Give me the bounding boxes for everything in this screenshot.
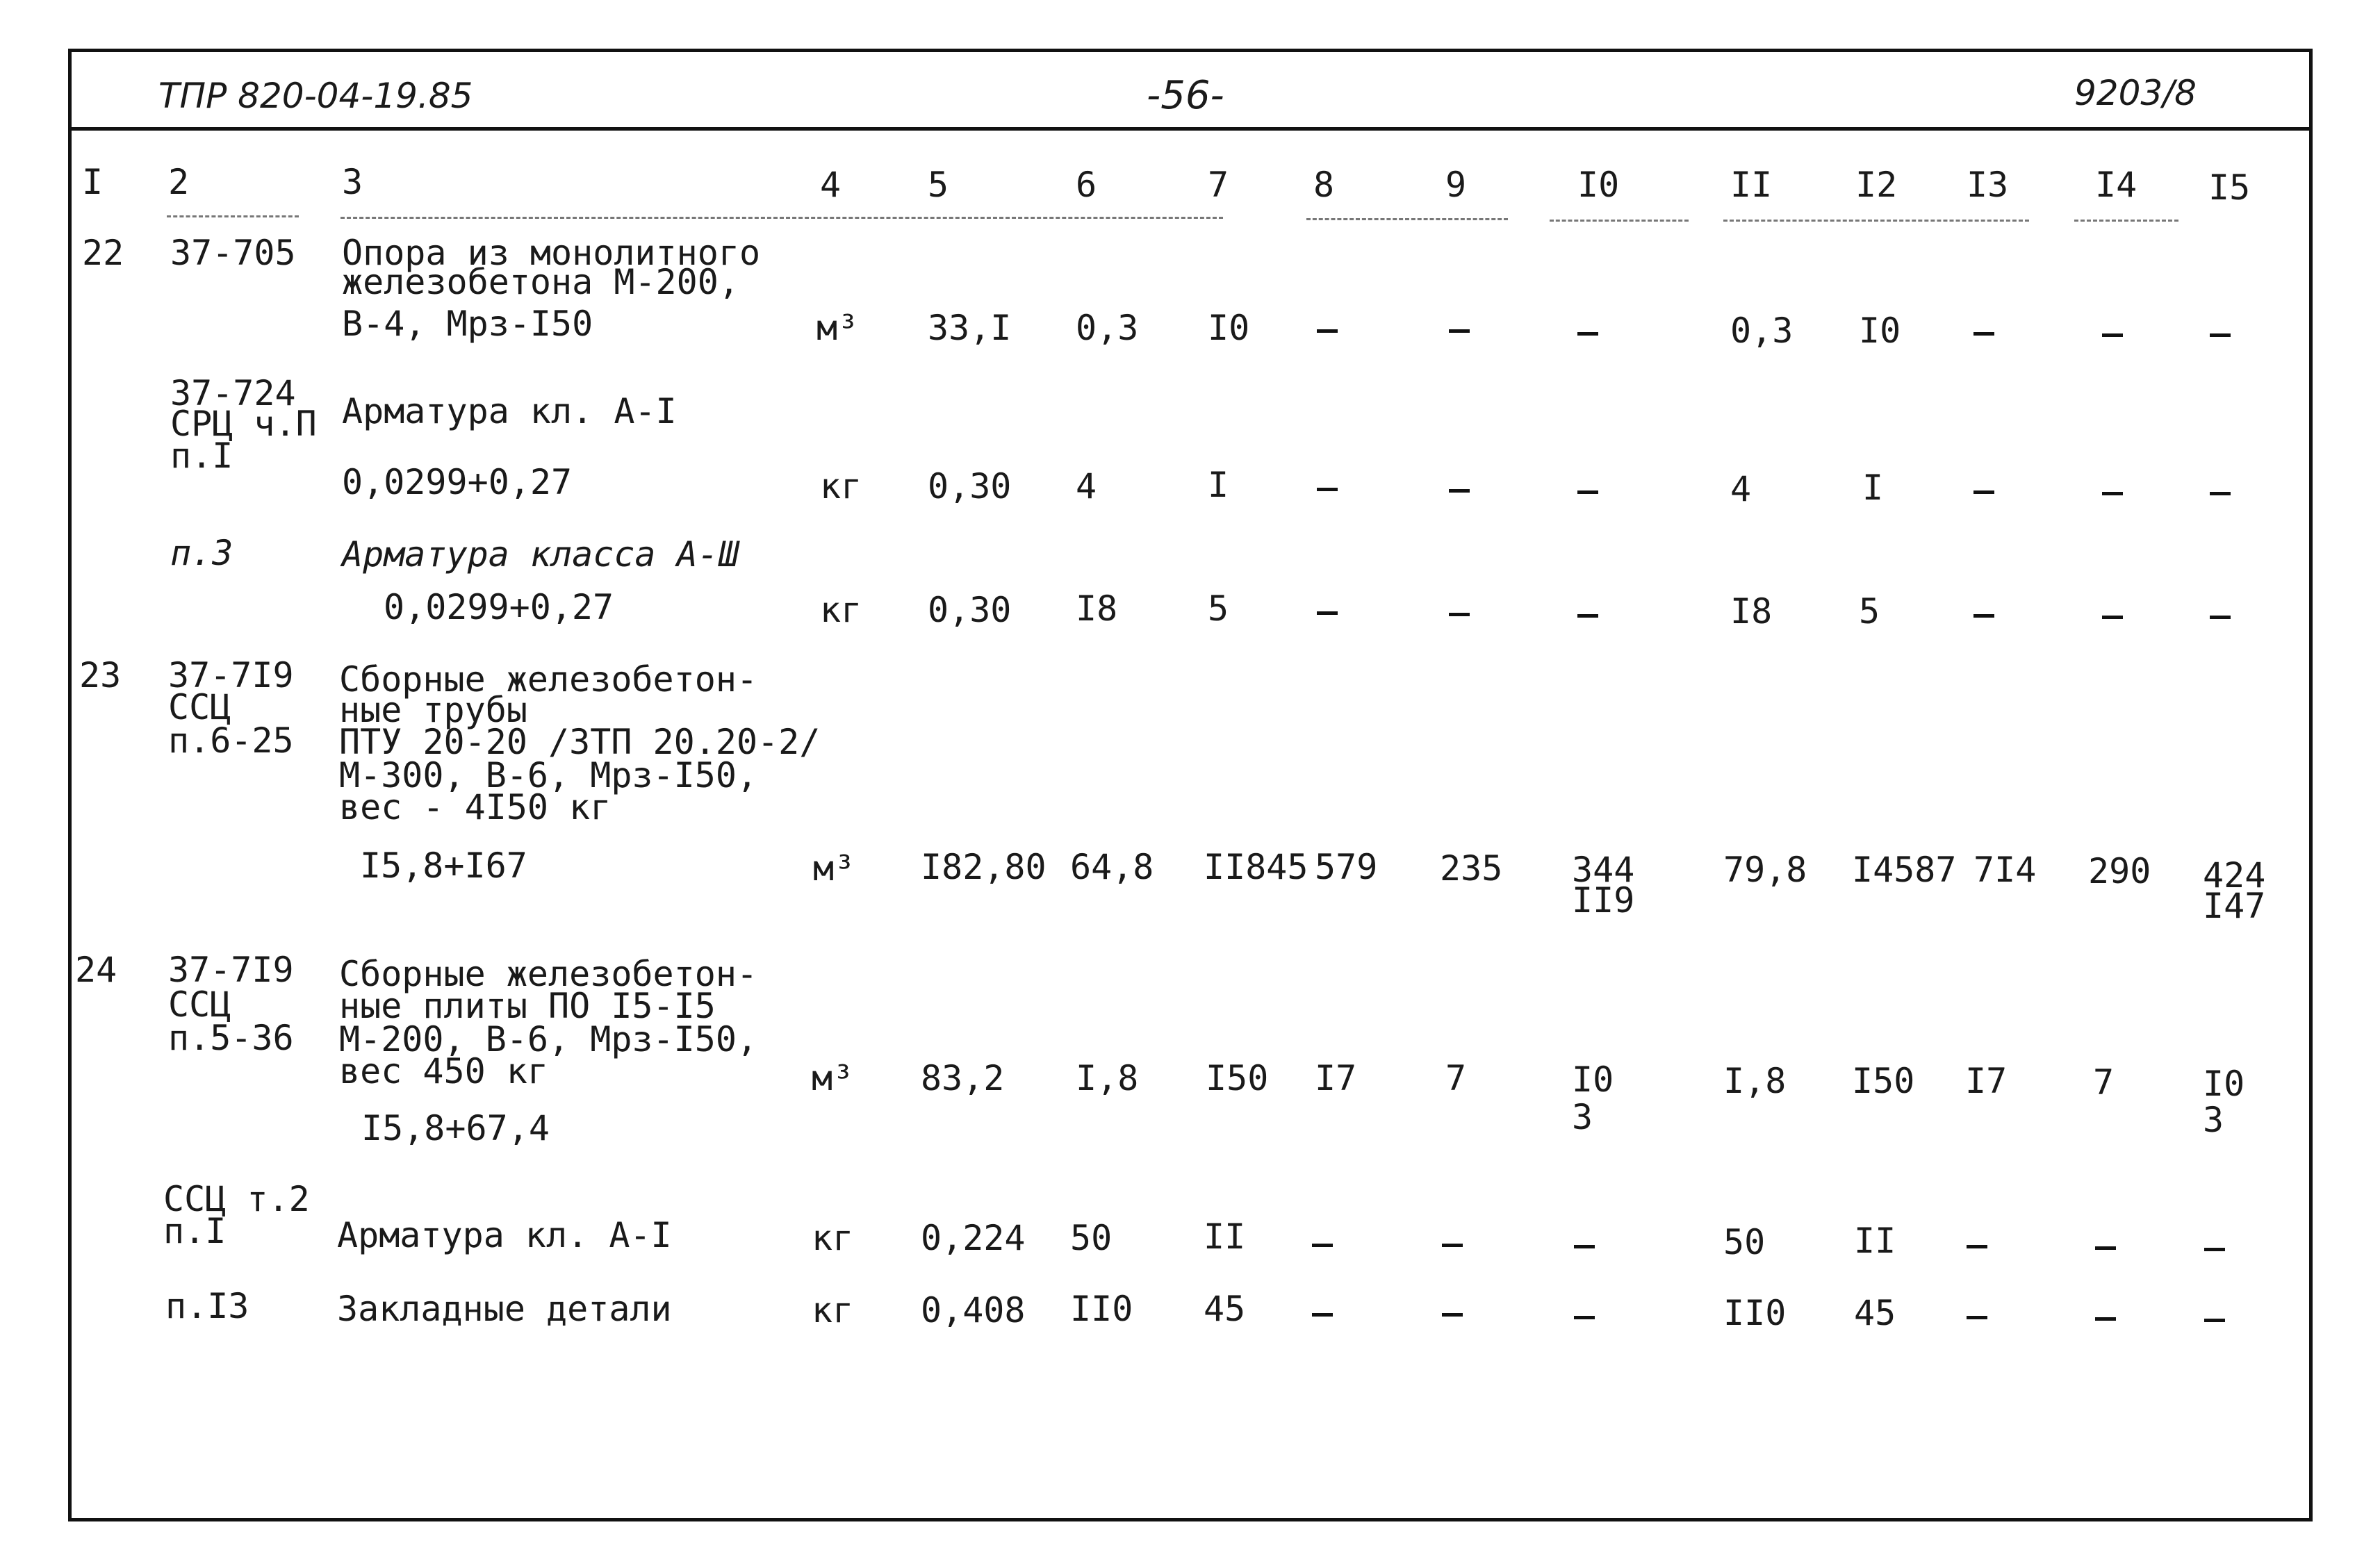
row-code: п.3 [170, 533, 233, 573]
empty-cell-dash [2204, 1319, 2225, 1322]
row-desc-line: М-300, В-6, Мрз-I50, [339, 755, 758, 795]
row-desc-line: ные трубы [339, 690, 527, 730]
col-header-14: I4 [2095, 165, 2137, 205]
empty-cell-dash [1449, 613, 1470, 616]
sheet-ref: 9203/8 [2074, 73, 2197, 113]
row-desc-line: ПТУ 20-20 /3ТП 20.20-2/ [339, 722, 821, 762]
value-cell: 0,408 [921, 1290, 1026, 1330]
col-header-5: 5 [928, 165, 949, 205]
unit-cell: м³ [812, 1058, 854, 1098]
empty-cell-dash [1574, 1245, 1595, 1248]
col-header-11: II [1730, 165, 1773, 205]
empty-cell-dash [2095, 1246, 2116, 1250]
unit-cell: м³ [813, 848, 855, 889]
row-code: п.5-36 [168, 1018, 294, 1058]
header-underline [1550, 220, 1689, 222]
row-desc-line: ные плиты ПО I5-I5 [339, 986, 716, 1026]
row-formula: I5,8+I67 [360, 846, 527, 886]
col-header-4: 4 [820, 165, 842, 205]
empty-cell-dash [1312, 1313, 1333, 1317]
row-code: п.I [163, 1211, 227, 1251]
value-cell: 50 [1723, 1222, 1766, 1262]
col-header-12: I2 [1855, 165, 1898, 205]
empty-cell-dash [2204, 1248, 2225, 1251]
value-cell: 5 [1859, 591, 1880, 632]
row-desc-line: железобетона М-200, [342, 262, 739, 302]
col-header-13: I3 [1967, 165, 2009, 205]
value-cell: 290 [2088, 851, 2151, 891]
header-underline [1306, 218, 1508, 220]
value-cell: I0 [1572, 1059, 1614, 1100]
value-cell: 79,8 [1723, 850, 1807, 890]
unit-cell: м³ [816, 308, 859, 348]
empty-cell-dash [1973, 490, 1994, 494]
value-cell: 424 [2203, 855, 2266, 896]
empty-cell-dash [1967, 1316, 1987, 1319]
empty-cell-dash [2210, 492, 2231, 495]
value-cell: 7I4 [1973, 850, 2037, 890]
row-desc-line: М-200, В-6, Мрз-I50, [339, 1019, 758, 1059]
value-cell: II [1204, 1216, 1246, 1257]
value-cell: I,8 [1076, 1058, 1139, 1098]
empty-cell-dash [1317, 611, 1338, 615]
row-code: п.I [170, 436, 233, 476]
value-cell: I0 [1208, 308, 1250, 348]
value-cell: 45 [1204, 1289, 1246, 1329]
row-desc-line: Арматура кл. А-I [342, 391, 677, 431]
empty-cell-dash [2102, 616, 2123, 619]
empty-cell-dash [1967, 1245, 1987, 1248]
value-cell: 3 [1572, 1097, 1593, 1137]
value-cell: 0,3 [1076, 308, 1139, 348]
row-code: ССЦ [168, 984, 231, 1025]
empty-cell-dash [1442, 1244, 1463, 1247]
row-formula: 0,0299+0,27 [384, 587, 614, 627]
row-code: СРЦ ч.П [170, 404, 317, 444]
value-cell: 45 [1854, 1293, 1896, 1333]
value-cell: I4587 [1852, 850, 1957, 890]
value-cell: 64,8 [1070, 847, 1154, 887]
row-desc-line: вес - 4I50 кг [339, 787, 612, 827]
row-code: ССЦ [168, 687, 231, 727]
value-cell: I [1862, 468, 1884, 508]
row-desc-line: Арматура класса А-Ш [342, 534, 739, 575]
row-code: 37-7I9 [168, 950, 294, 990]
value-cell: I50 [1206, 1058, 1269, 1098]
empty-cell-dash [2095, 1317, 2116, 1321]
value-cell: I,8 [1723, 1061, 1787, 1101]
col-header-2: 2 [168, 162, 190, 202]
value-cell: 0,30 [928, 466, 1012, 506]
empty-cell-dash [1574, 1316, 1595, 1319]
value-cell: II0 [1723, 1293, 1787, 1333]
value-cell: 579 [1315, 847, 1378, 887]
value-cell: 4 [1076, 466, 1097, 506]
value-cell: 50 [1070, 1218, 1113, 1258]
row-formula: I5,8+67,4 [361, 1108, 550, 1148]
value-cell: I7 [1965, 1061, 2008, 1101]
page-number: -56- [1147, 73, 1224, 118]
empty-cell-dash [1973, 614, 1994, 618]
value-cell: I47 [2203, 886, 2266, 926]
col-header-15: I5 [2208, 167, 2251, 208]
value-cell: 33,I [928, 308, 1012, 348]
empty-cell-dash [1317, 488, 1338, 491]
value-cell: 235 [1440, 848, 1503, 889]
col-header-3: 3 [342, 162, 363, 202]
value-cell: 7 [2093, 1062, 2115, 1103]
value-cell: I [1208, 465, 1229, 505]
value-cell: II0 [1070, 1289, 1133, 1329]
value-cell: 0,224 [921, 1218, 1026, 1258]
row-code: 37-705 [170, 233, 296, 273]
value-cell: 3 [2203, 1100, 2224, 1140]
value-cell: 7 [1445, 1058, 1467, 1098]
col-header-8: 8 [1313, 165, 1335, 205]
row-code: ССЦ т.2 [163, 1179, 310, 1219]
value-cell: 5 [1208, 588, 1229, 629]
empty-cell-dash [1449, 329, 1470, 333]
value-cell: I82,80 [921, 847, 1047, 887]
header-rule [68, 127, 2313, 131]
header-underline [2074, 220, 2178, 222]
unit-cell: кг [820, 466, 862, 506]
value-cell: I7 [1315, 1058, 1357, 1098]
row-number: 24 [75, 950, 117, 990]
row-desc-line: Сборные железобетон- [339, 954, 758, 994]
empty-cell-dash [2102, 333, 2123, 337]
unit-cell: кг [812, 1218, 854, 1258]
value-cell: II [1854, 1221, 1896, 1261]
col-header-7: 7 [1208, 165, 1229, 205]
empty-cell-dash [1312, 1244, 1333, 1247]
empty-cell-dash [1973, 332, 1994, 336]
empty-cell-dash [1442, 1313, 1463, 1317]
value-cell: I8 [1730, 591, 1773, 632]
value-cell: I0 [2203, 1064, 2245, 1104]
row-formula: 0,0299+0,27 [342, 462, 573, 502]
value-cell: 0,30 [928, 590, 1012, 630]
value-cell: 83,2 [921, 1058, 1005, 1098]
value-cell: I50 [1852, 1061, 1915, 1101]
empty-cell-dash [1317, 329, 1338, 333]
header-underline [340, 217, 1223, 219]
row-desc-line: Сборные железобетон- [339, 659, 758, 700]
row-code: 37-724 [170, 373, 296, 413]
col-header-1: I [82, 162, 104, 202]
col-header-6: 6 [1076, 165, 1097, 205]
value-cell: I8 [1076, 588, 1118, 629]
unit-cell: кг [812, 1290, 854, 1330]
row-code: 37-7I9 [168, 655, 294, 695]
value-cell: II845 [1204, 847, 1308, 887]
empty-cell-dash [1449, 489, 1470, 493]
row-number: 23 [79, 655, 122, 695]
doc-code: ТПР 820-04-19.85 [158, 76, 473, 116]
row-code: п.6-25 [168, 720, 294, 761]
empty-cell-dash [2210, 616, 2231, 619]
empty-cell-dash [1577, 614, 1598, 618]
header-underline [1723, 220, 2029, 222]
row-desc-line: Закладные детали [337, 1289, 672, 1329]
value-cell: 0,3 [1730, 311, 1794, 351]
row-desc-line: Опора из монолитного [342, 233, 761, 273]
empty-cell-dash [2102, 492, 2123, 495]
value-cell: 344 [1572, 850, 1635, 890]
row-desc-line: В-4, Мрз-I50 [342, 304, 593, 344]
row-desc-line: вес 450 кг [339, 1051, 549, 1091]
header-underline [167, 215, 299, 217]
col-header-10: I0 [1577, 165, 1620, 205]
unit-cell: кг [820, 590, 862, 630]
value-cell: I0 [1859, 311, 1901, 351]
empty-cell-dash [1577, 490, 1598, 494]
col-header-9: 9 [1445, 165, 1467, 205]
empty-cell-dash [2210, 333, 2231, 337]
row-number: 22 [82, 233, 124, 273]
empty-cell-dash [1577, 332, 1598, 336]
row-code: п.I3 [165, 1286, 249, 1326]
value-cell: 4 [1730, 469, 1752, 509]
value-cell: II9 [1572, 880, 1635, 921]
row-desc-line: Арматура кл. А-I [337, 1215, 672, 1255]
